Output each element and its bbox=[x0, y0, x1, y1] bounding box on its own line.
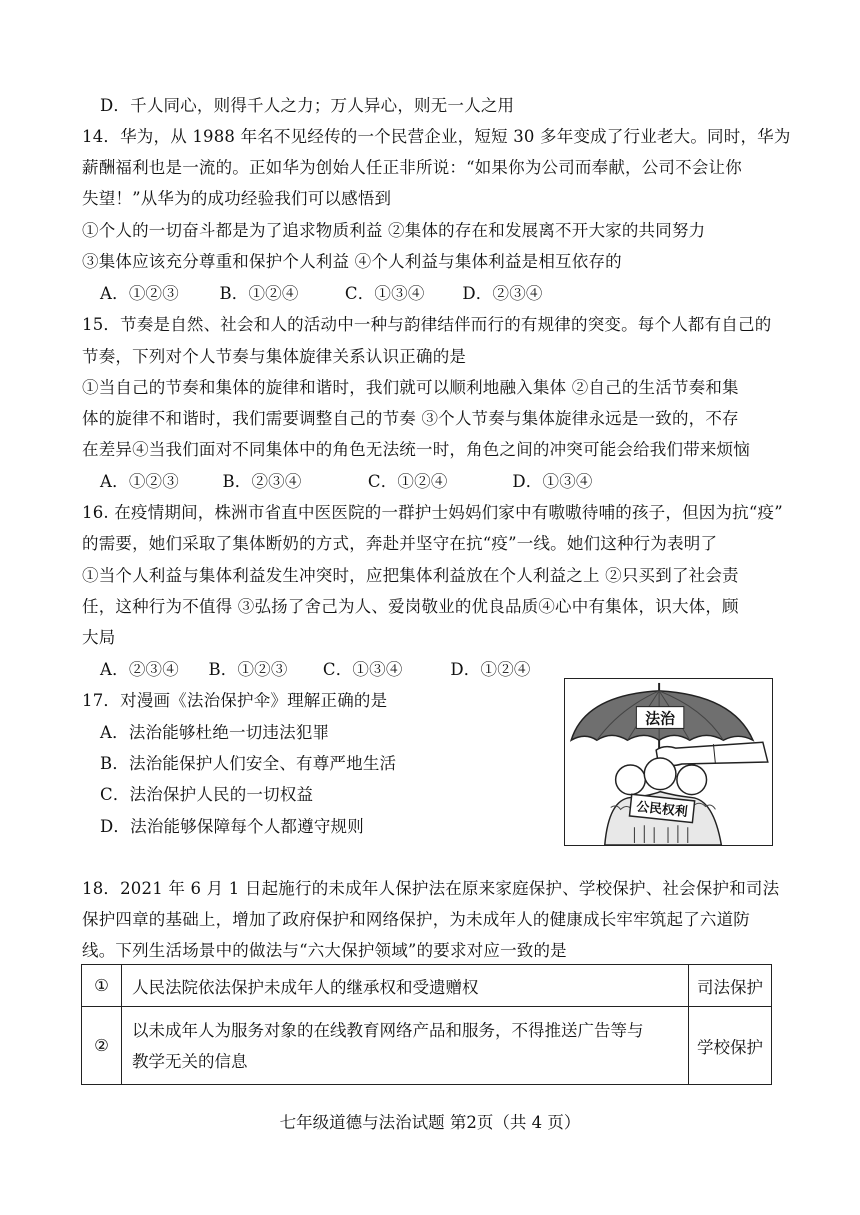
q16-option-c[interactable]: C．①③④ bbox=[322, 660, 403, 679]
q16-option-d[interactable]: D．①②④ bbox=[450, 660, 531, 679]
q15-option-b[interactable]: B．②③④ bbox=[222, 472, 302, 491]
q18-stem-line: 保护四章的基础上，增加了政府保护和网络保护，为未成年人的健康成长牢牢筑起了六道防 bbox=[82, 910, 750, 929]
q14-stem-line: 失望！”从华为的成功经验我们可以感悟到 bbox=[82, 189, 392, 208]
table-cell-protection-type: 学校保护 bbox=[689, 1007, 772, 1085]
q18-stem-line: 线。下列生活场景中的做法与“六大保护领域”的要求对应一致的是 bbox=[82, 941, 567, 960]
q16-statement-line: 任，这种行为不值得 ③弘扬了舍己为人、爱岗敬业的优良品质④心中有集体，识大体，顾 bbox=[82, 597, 739, 616]
q14-option-a[interactable]: A．①②③ bbox=[100, 284, 179, 303]
q18-stem-line: 18．2021 年 6 月 1 日起施行的未成年人保护法在原来家庭保护、学校保护、社会保护和司法 bbox=[82, 879, 780, 898]
person-icon bbox=[616, 765, 646, 795]
q14-options bbox=[100, 283, 543, 305]
table-cell-scene bbox=[122, 1007, 689, 1085]
table-cell-scene bbox=[122, 965, 689, 1007]
q15-stem-line: 15．节奏是自然、社会和人的活动中一种与韵律结伴而行的有规律的突变。每个人都有自己的 bbox=[82, 315, 772, 334]
q15-option-a[interactable]: A．①②③ bbox=[100, 472, 179, 491]
q16-stem-line: 16. 在疫情期间，株洲市省直中医医院的一群护士妈妈们家中有嗷嗷待哺的孩子，但因为抗“疫” bbox=[82, 503, 783, 522]
q14-stem-line: 14．华为，从 1988 年名不见经传的一个民营企业，短短 30 多年变成了行业老大。同时，华为 bbox=[82, 127, 791, 146]
q14-statement-line: ①个人的一切奋斗都是为了追求物质利益 ②集体的存在和发展离不开大家的共同努力 bbox=[82, 221, 706, 240]
q17-option-c[interactable]: C．法治保护人民的一切权益 bbox=[100, 785, 314, 804]
person-icon bbox=[644, 758, 676, 790]
table-row bbox=[82, 1007, 772, 1085]
table-cell-number: ② bbox=[82, 1007, 122, 1085]
q14-option-c[interactable]: C．①③④ bbox=[344, 284, 425, 303]
q16-options bbox=[100, 659, 531, 681]
hand-icon bbox=[656, 742, 768, 765]
umbrella-label: 法治 bbox=[645, 710, 675, 728]
q15-option-d[interactable]: D．①③④ bbox=[512, 472, 593, 491]
page-footer: 七年级道德与法治试题 第2页（共 4 页） bbox=[279, 1113, 581, 1132]
q15-statement-line: 在差异④当我们面对不同集体中的角色无法统一时，角色之间的冲突可能会给我们带来烦恼 bbox=[82, 440, 750, 459]
q16-option-a[interactable]: A．②③④ bbox=[100, 660, 179, 679]
q14-statement-line: ③集体应该充分尊重和保护个人利益 ④个人利益与集体利益是相互依存的 bbox=[82, 252, 622, 271]
umbrella-cartoon bbox=[564, 678, 773, 846]
sign-label: 公民权利 bbox=[635, 799, 689, 821]
q16-stem-line: 的需要，她们采取了集体断奶的方式，奔赴并坚守在抗“疫”一线。她们这种行为表明了 bbox=[82, 534, 718, 553]
table-row bbox=[82, 965, 772, 1007]
q14-stem-line: 薪酬福利也是一流的。正如华为创始人任正非所说：“如果你为公司而奉献，公司不会让你 bbox=[82, 158, 742, 177]
q14-option-d[interactable]: D．②③④ bbox=[462, 284, 543, 303]
q15-stem-line: 节奏，下列对个人节奏与集体旋律关系认识正确的是 bbox=[82, 347, 467, 366]
q16-statement-line: ①当个人利益与集体利益发生冲突时，应把集体利益放在个人利益之上 ②只买到了社会责 bbox=[82, 566, 739, 585]
q17-option-d[interactable]: D．法治能够保障每个人都遵守规则 bbox=[100, 817, 364, 836]
q15-statement-line: 体的旋律不和谐时，我们需要调整自己的节奏 ③个人节奏与集体旋律永远是一致的，不存 bbox=[82, 409, 739, 428]
q15-statement-line: ①当自己的节奏和集体的旋律和谐时，我们就可以顺利地融入集体 ②自己的生活节奏和集 bbox=[82, 378, 739, 397]
scene-line: 人民法院依法保护未成年人的继承权和受遗赠权 bbox=[132, 977, 479, 997]
q15-option-c[interactable]: C．①②④ bbox=[367, 472, 448, 491]
q17-option-a[interactable]: A．法治能够杜绝一切违法犯罪 bbox=[100, 723, 330, 742]
q14-option-b[interactable]: B．①②④ bbox=[219, 284, 299, 303]
cartoon-drawing bbox=[565, 679, 772, 845]
scene-line: 教学无关的信息 bbox=[132, 1051, 248, 1071]
q18-table bbox=[81, 964, 772, 1085]
person-icon bbox=[677, 765, 707, 795]
q17-option-b[interactable]: B．法治能保护人们安全、有尊严地生活 bbox=[100, 754, 397, 773]
q13-option-d: D．千人同心，则得千人之力；万人异心，则无一人之用 bbox=[100, 96, 515, 115]
table-cell-number: ① bbox=[82, 965, 122, 1007]
q16-option-b[interactable]: B．①②③ bbox=[208, 660, 288, 679]
q15-options bbox=[100, 471, 593, 493]
scene-line: 以未成年人为服务对象的在线教育网络产品和服务，不得推送广告等与 bbox=[132, 1020, 644, 1040]
q16-statement-line: 大局 bbox=[82, 628, 116, 647]
q17-stem: 17．对漫画《法治保护伞》理解正确的是 bbox=[82, 691, 388, 710]
table-cell-protection-type: 司法保护 bbox=[689, 965, 772, 1007]
